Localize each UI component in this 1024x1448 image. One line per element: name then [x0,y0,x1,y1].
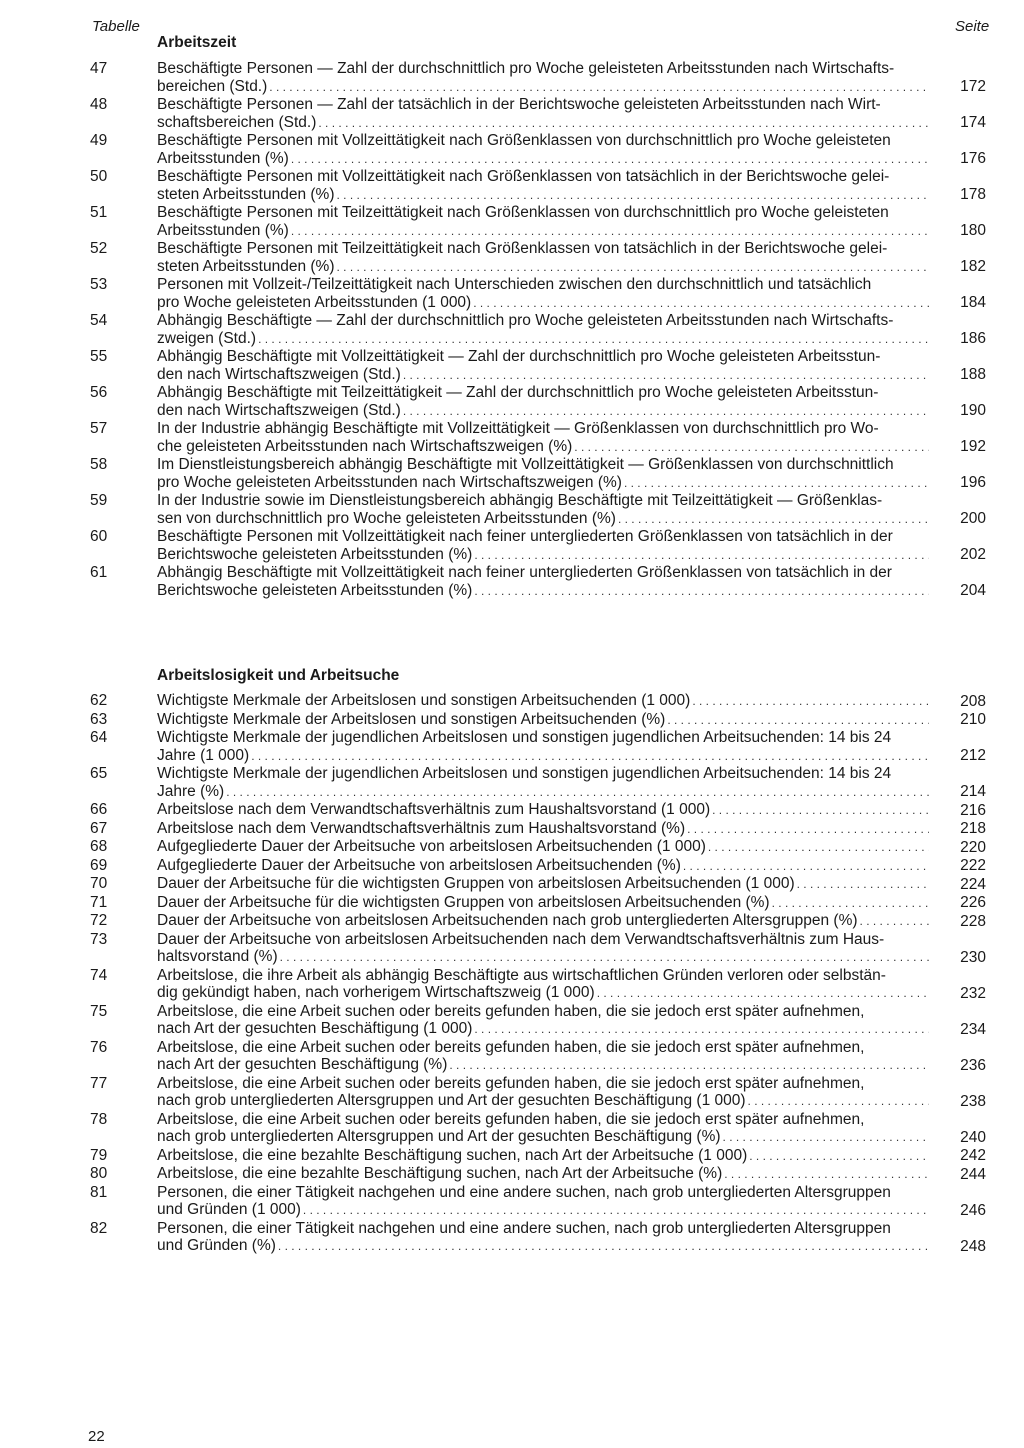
toc-entry-page: 226 [960,894,986,911]
toc-entry-number: 75 [90,1002,108,1020]
toc-entry-title: Personen, die einer Tätigkeit nachgehen und eine andere suchen, nach grob untergliederten Altersgruppen [157,1183,891,1201]
toc-entry [0,276,1024,312]
toc-entry-page: 178 [960,186,986,203]
toc-entry [0,348,1024,384]
dot-leader [226,784,929,802]
toc-entry-page: 192 [960,438,986,455]
toc-entry-title: nach grob untergliederten Altersgruppen und Art der gesuchten Beschäftigung (1 000) [157,1092,746,1109]
toc-entry-number: 66 [90,801,108,818]
toc-entry-page: 188 [960,366,986,383]
toc-entry-title: Dauer der Arbeitsuche für die wichtigsten Gruppen von arbeitslosen Arbeitsuchenden (%) [157,893,770,911]
toc-entry-title: Abhängig Beschäftigte mit Teilzeittätigkeit — Zahl der durchschnittlich pro Woche geleisteten Arbeitsstun- [157,384,879,401]
toc-entry-page: 186 [960,330,986,347]
toc-entry [0,1039,1024,1075]
toc-entry-title: zweigen (Std.) [157,329,257,347]
toc-entry-title: sen von durchschnittlich pro Woche geleisteten Arbeitsstunden (%) [157,509,616,527]
toc-entry-title: Jahre (1 000) [157,746,250,764]
toc-entry-title: nach Art der gesuchten Beschäftigung (%) [157,1056,448,1073]
toc-entry [0,456,1024,492]
toc-entry [0,801,1024,820]
toc-entry-title: In der Industrie abhängig Beschäftigte mit Vollzeittätigkeit — Größenklassen von durchschnittlich pro Wo- [157,420,879,437]
toc-entry-number: 80 [90,1165,108,1182]
toc-entry-number: 57 [90,420,108,437]
toc-entry [0,820,1024,839]
dot-leader [772,895,929,913]
toc-entry [0,692,1024,711]
dot-leader [574,439,929,457]
dot-leader [403,403,929,421]
toc-entry [0,765,1024,801]
toc-entry-number: 65 [90,765,108,782]
dot-leader [708,839,929,857]
toc-entry-page: 182 [960,258,986,275]
toc-entry-number: 60 [90,528,108,545]
column-header-page: Seite [955,18,990,35]
toc-entry-page: 190 [960,402,986,419]
toc-list-arbeitslosigkeit [0,692,1024,1256]
toc-entry-title: Beschäftigte Personen mit Teilzeittätigkeit nach Größenklassen von durchschnittlich pro Woche geleisteten [157,204,889,221]
toc-entry-page: 224 [960,875,986,893]
toc-entry-page: 230 [960,948,986,966]
toc-entry-title: Dauer der Arbeitsuche von arbeitslosen Arbeitsuchenden nach dem Verwandtschaftsverhältnis zum Haus- [157,930,885,948]
toc-entry-title: Personen mit Vollzeit-/Teilzeittätigkeit nach Unterschieden zwischen den durchschnittlich und tatsächlich [157,276,872,293]
toc-entry-number: 47 [90,60,108,77]
toc-entry-title: und Gründen (%) [157,1237,276,1254]
toc-entry-number: 73 [90,930,108,948]
dot-leader [258,331,929,349]
toc-entry-title: den nach Wirtschaftszweigen (Std.) [157,401,401,419]
toc-entry [0,96,1024,132]
toc-entry [0,420,1024,456]
toc-entry-title: Beschäftigte Personen mit Vollzeittätigkeit nach Größenklassen von tatsächlich in der Berichtswoche gelei- [157,168,890,185]
toc-entry [0,564,1024,600]
dot-leader [337,259,930,277]
toc-entry [0,528,1024,564]
toc-entry-page: 220 [960,838,986,856]
dot-leader [687,821,929,839]
toc-entry [0,132,1024,168]
dot-leader [724,1166,929,1184]
toc-entry-page: 236 [960,1056,986,1074]
dot-leader [618,511,929,529]
toc-entry-number: 74 [90,966,108,984]
toc-entry-number: 55 [90,348,108,365]
toc-entry [0,60,1024,96]
toc-entry [0,729,1024,765]
dot-leader [860,913,929,931]
toc-entry-number: 61 [90,564,108,581]
toc-entry-number: 51 [90,204,108,221]
toc-entry-title: den nach Wirtschaftszweigen (Std.) [157,365,401,383]
toc-entry [0,1184,1024,1220]
toc-entry-number: 48 [90,96,108,113]
toc-entry-number: 82 [90,1219,108,1237]
toc-entry-title: Aufgegliederte Dauer der Arbeitsuche von arbeitslosen Arbeitsuchenden (1 000) [157,838,706,855]
toc-entry-page: 176 [960,150,986,167]
toc-entry-number: 63 [90,710,108,728]
toc-entry-number: 81 [90,1183,108,1201]
toc-entry-page: 218 [960,820,986,837]
toc-entry-title: schaftsbereichen (Std.) [157,113,317,131]
toc-entry-number: 49 [90,132,108,149]
toc-entry-page: 214 [960,783,986,800]
toc-entry-title: Abhängig Beschäftigte mit Vollzeittätigkeit — Zahl der durchschnittlich pro Woche geleisteten Arbeitsstun- [157,348,881,365]
toc-entry-title: Arbeitslose, die eine Arbeit suchen oder bereits gefunden haben, die sie jedoch erst später aufnehmen, [157,1074,865,1092]
toc-entry-number: 76 [90,1038,108,1056]
dot-leader [748,1093,929,1111]
toc-entry [0,312,1024,348]
toc-entry-page: 238 [960,1092,986,1110]
toc-entry-number: 69 [90,856,108,874]
dot-leader [278,1238,929,1256]
toc-entry-title: Im Dienstleistungsbereich abhängig Beschäftigte mit Vollzeittätigkeit — Größenklassen von durchschnittlich [157,456,894,473]
toc-entry-number: 53 [90,276,108,293]
dot-leader [291,223,929,241]
dot-leader [624,475,929,493]
column-header-table: Tabelle [92,18,140,35]
toc-entry-page: 244 [960,1165,986,1183]
toc-entry-title: Abhängig Beschäftigte mit Vollzeittätigkeit nach feiner untergliederten Größenklassen von tatsächlich in der [157,564,892,581]
section-title-arbeitszeit: Arbeitszeit [157,34,237,51]
dot-leader [269,79,929,97]
dot-leader [337,187,930,205]
toc-entry-page: 200 [960,510,986,527]
toc-entry [0,1220,1024,1256]
toc-entry-title: Abhängig Beschäftigte — Zahl der durchschnittlich pro Woche geleisteten Arbeitsstunden nach Wirtschafts- [157,312,894,329]
toc-entry-page: 196 [960,474,986,491]
toc-entry [0,384,1024,420]
toc-entry-title: Beschäftigte Personen — Zahl der durchschnittlich pro Woche geleisteten Arbeitsstunden nach Wirtschafts- [157,60,895,77]
toc-entry-title: Arbeitslose, die eine bezahlte Beschäftigung suchen, nach Art der Arbeitsuche (1 000) [157,1146,748,1164]
toc-entry-title: Berichtswoche geleisteten Arbeitsstunden (%) [157,581,473,599]
dot-leader [797,876,929,894]
toc-entry-page: 242 [960,1147,986,1164]
toc-entry-title: Arbeitslose, die eine bezahlte Beschäftigung suchen, nach Art der Arbeitsuche (%) [157,1165,723,1182]
toc-entry [0,240,1024,276]
toc-entry-title: Dauer der Arbeitsuche für die wichtigsten Gruppen von arbeitslosen Arbeitsuchenden (1 000) [157,875,795,892]
toc-entry [0,967,1024,1003]
dot-leader [683,858,929,876]
toc-entry-page: 232 [960,984,986,1002]
toc-entry-title: haltsvorstand (%) [157,948,278,965]
toc-entry-page: 174 [960,114,986,131]
toc-entry-title: Wichtigste Merkmale der Arbeitslosen und sonstigen Arbeitsuchenden (1 000) [157,692,691,709]
toc-entry [0,931,1024,967]
toc-entry-title: Berichtswoche geleisteten Arbeitsstunden (%) [157,545,473,563]
dot-leader [597,985,929,1003]
toc-entry-page: 216 [960,801,986,819]
toc-entry-title: steten Arbeitsstunden (%) [157,257,335,275]
toc-entry-title: Wichtigste Merkmale der jugendlichen Arbeitslosen und sonstigen jugendlichen Arbeitsuchenden: 14 bis 24 [157,729,892,746]
toc-entry [0,204,1024,240]
toc-entry-number: 58 [90,456,108,473]
toc-entry-number: 72 [90,912,108,929]
toc-entry [0,857,1024,876]
toc-entry-number: 77 [90,1074,108,1092]
toc-entry-title: Wichtigste Merkmale der Arbeitslosen und sonstigen Arbeitsuchenden (%) [157,710,666,728]
dot-leader [449,1057,929,1075]
dot-leader [712,802,929,820]
toc-entry [0,894,1024,913]
toc-entry-title: nach grob untergliederten Altersgruppen und Art der gesuchten Beschäftigung (%) [157,1128,721,1145]
dot-leader [474,547,929,565]
toc-entry-page: 246 [960,1201,986,1219]
toc-entry-number: 52 [90,240,108,257]
section-title-arbeitslosigkeit: Arbeitslosigkeit und Arbeitsuche [157,667,400,684]
toc-entry-title: Aufgegliederte Dauer der Arbeitsuche von arbeitslosen Arbeitsuchenden (%) [157,856,681,874]
toc-entry-page: 202 [960,546,986,563]
toc-entry [0,838,1024,857]
toc-entry [0,1111,1024,1147]
toc-entry-title: Arbeitslose nach dem Verwandtschaftsverhältnis zum Haushaltsvorstand (1 000) [157,801,711,818]
dot-leader [749,1148,929,1166]
toc-entry-title: che geleisteten Arbeitsstunden nach Wirtschaftszweigen (%) [157,437,573,455]
toc-entry-title: bereichen (Std.) [157,77,268,95]
dot-leader [473,295,929,313]
toc-entry-number: 59 [90,492,108,509]
toc-entry-title: Beschäftigte Personen mit Vollzeittätigkeit nach Größenklassen von durchschnittlich pro Woche geleisteten [157,132,891,149]
toc-entry-number: 68 [90,838,108,855]
toc-entry-page: 180 [960,222,986,239]
dot-leader [251,748,929,766]
toc-entry-number: 78 [90,1110,108,1128]
toc-entry-page: 222 [960,857,986,874]
toc-entry-number: 56 [90,384,108,401]
dot-leader [291,151,929,169]
dot-leader [280,949,929,967]
toc-entry-page: 184 [960,294,986,311]
page-number: 22 [88,1428,105,1445]
toc-entry-page: 208 [960,692,986,710]
toc-entry [0,492,1024,528]
toc-entry-number: 67 [90,819,108,837]
toc-entry-number: 71 [90,893,108,911]
toc-entry-title: Jahre (%) [157,782,225,800]
toc-entry [0,912,1024,931]
toc-entry-title: Wichtigste Merkmale der jugendlichen Arbeitslosen und sonstigen jugendlichen Arbeitsuchenden: 14 bis 24 [157,765,892,782]
toc-entry-number: 64 [90,729,108,746]
toc-entry-title: Arbeitsstunden (%) [157,149,289,167]
toc-entry-page: 248 [960,1237,986,1255]
toc-entry-title: Arbeitslose, die eine Arbeit suchen oder bereits gefunden haben, die sie jedoch erst später aufnehmen, [157,1038,865,1056]
toc-entry-page: 172 [960,78,986,95]
toc-entry-page: 228 [960,912,986,930]
toc-entry-title: Personen, die einer Tätigkeit nachgehen und eine andere suchen, nach grob untergliederten Altersgruppen [157,1219,891,1237]
toc-entry [0,1003,1024,1039]
dot-leader [667,712,929,730]
toc-entry-title: Arbeitslose, die ihre Arbeit als abhängig Beschäftigte aus wirtschaftlichen Gründen verloren oder selbstän- [157,966,886,984]
toc-entry-title: Arbeitslose nach dem Verwandtschaftsverhältnis zum Haushaltsvorstand (%) [157,819,686,837]
toc-entry-number: 62 [90,692,108,709]
toc-entry [0,168,1024,204]
toc-entry-title: steten Arbeitsstunden (%) [157,185,335,203]
dot-leader [692,693,929,711]
toc-entry-title: In der Industrie sowie im Dienstleistungsbereich abhängig Beschäftigte mit Teilzeittätigkeit — Größenklas- [157,492,883,509]
toc-entry [0,1147,1024,1166]
toc-list-arbeitszeit [0,60,1024,600]
toc-entry-title: Arbeitslose, die eine Arbeit suchen oder bereits gefunden haben, die sie jedoch erst später aufnehmen, [157,1002,865,1020]
toc-entry-page: 212 [960,747,986,764]
dot-leader [474,1021,929,1039]
dot-leader [403,367,929,385]
toc-entry-title: Dauer der Arbeitsuche von arbeitslosen Arbeitsuchenden nach grob untergliederten Altersgruppen (%) [157,912,858,929]
toc-entry-number: 70 [90,875,108,892]
toc-entry [0,711,1024,730]
toc-entry-page: 240 [960,1128,986,1146]
toc-entry-number: 54 [90,312,108,329]
toc-entry-title: pro Woche geleisteten Arbeitsstunden (1 000) [157,293,472,311]
dot-leader [723,1129,929,1147]
toc-entry-title: Arbeitslose, die eine Arbeit suchen oder bereits gefunden haben, die sie jedoch erst später aufnehmen, [157,1110,865,1128]
dot-leader [303,1202,929,1220]
toc-entry-title: nach Art der gesuchten Beschäftigung (1 000) [157,1020,473,1037]
toc-entry-page: 204 [960,582,986,599]
toc-entry-title: Beschäftigte Personen — Zahl der tatsächlich in der Berichtswoche geleisteten Arbeitsstunden nach Wirt- [157,96,881,113]
toc-entry-page: 210 [960,711,986,728]
dot-leader [474,583,929,601]
toc-entry-title: pro Woche geleisteten Arbeitsstunden nach Wirtschaftszweigen (%) [157,473,622,491]
toc-entry-title: und Gründen (1 000) [157,1201,301,1218]
toc-entry-number: 79 [90,1146,108,1164]
dot-leader [318,115,929,133]
toc-entry-title: Arbeitsstunden (%) [157,221,289,239]
toc-entry [0,1165,1024,1184]
toc-entry [0,875,1024,894]
toc-entry-page: 234 [960,1020,986,1038]
toc-entry-title: Beschäftigte Personen mit Vollzeittätigkeit nach feiner untergliederten Größenklassen von tatsächlich in der [157,528,893,545]
toc-entry-title: Beschäftigte Personen mit Teilzeittätigkeit nach Größenklassen von tatsächlich in der Berichtswoche gelei- [157,240,888,257]
toc-entry-title: dig gekündigt haben, nach vorherigem Wirtschaftszweig (1 000) [157,984,595,1001]
toc-entry-number: 50 [90,168,108,185]
toc-entry [0,1075,1024,1111]
